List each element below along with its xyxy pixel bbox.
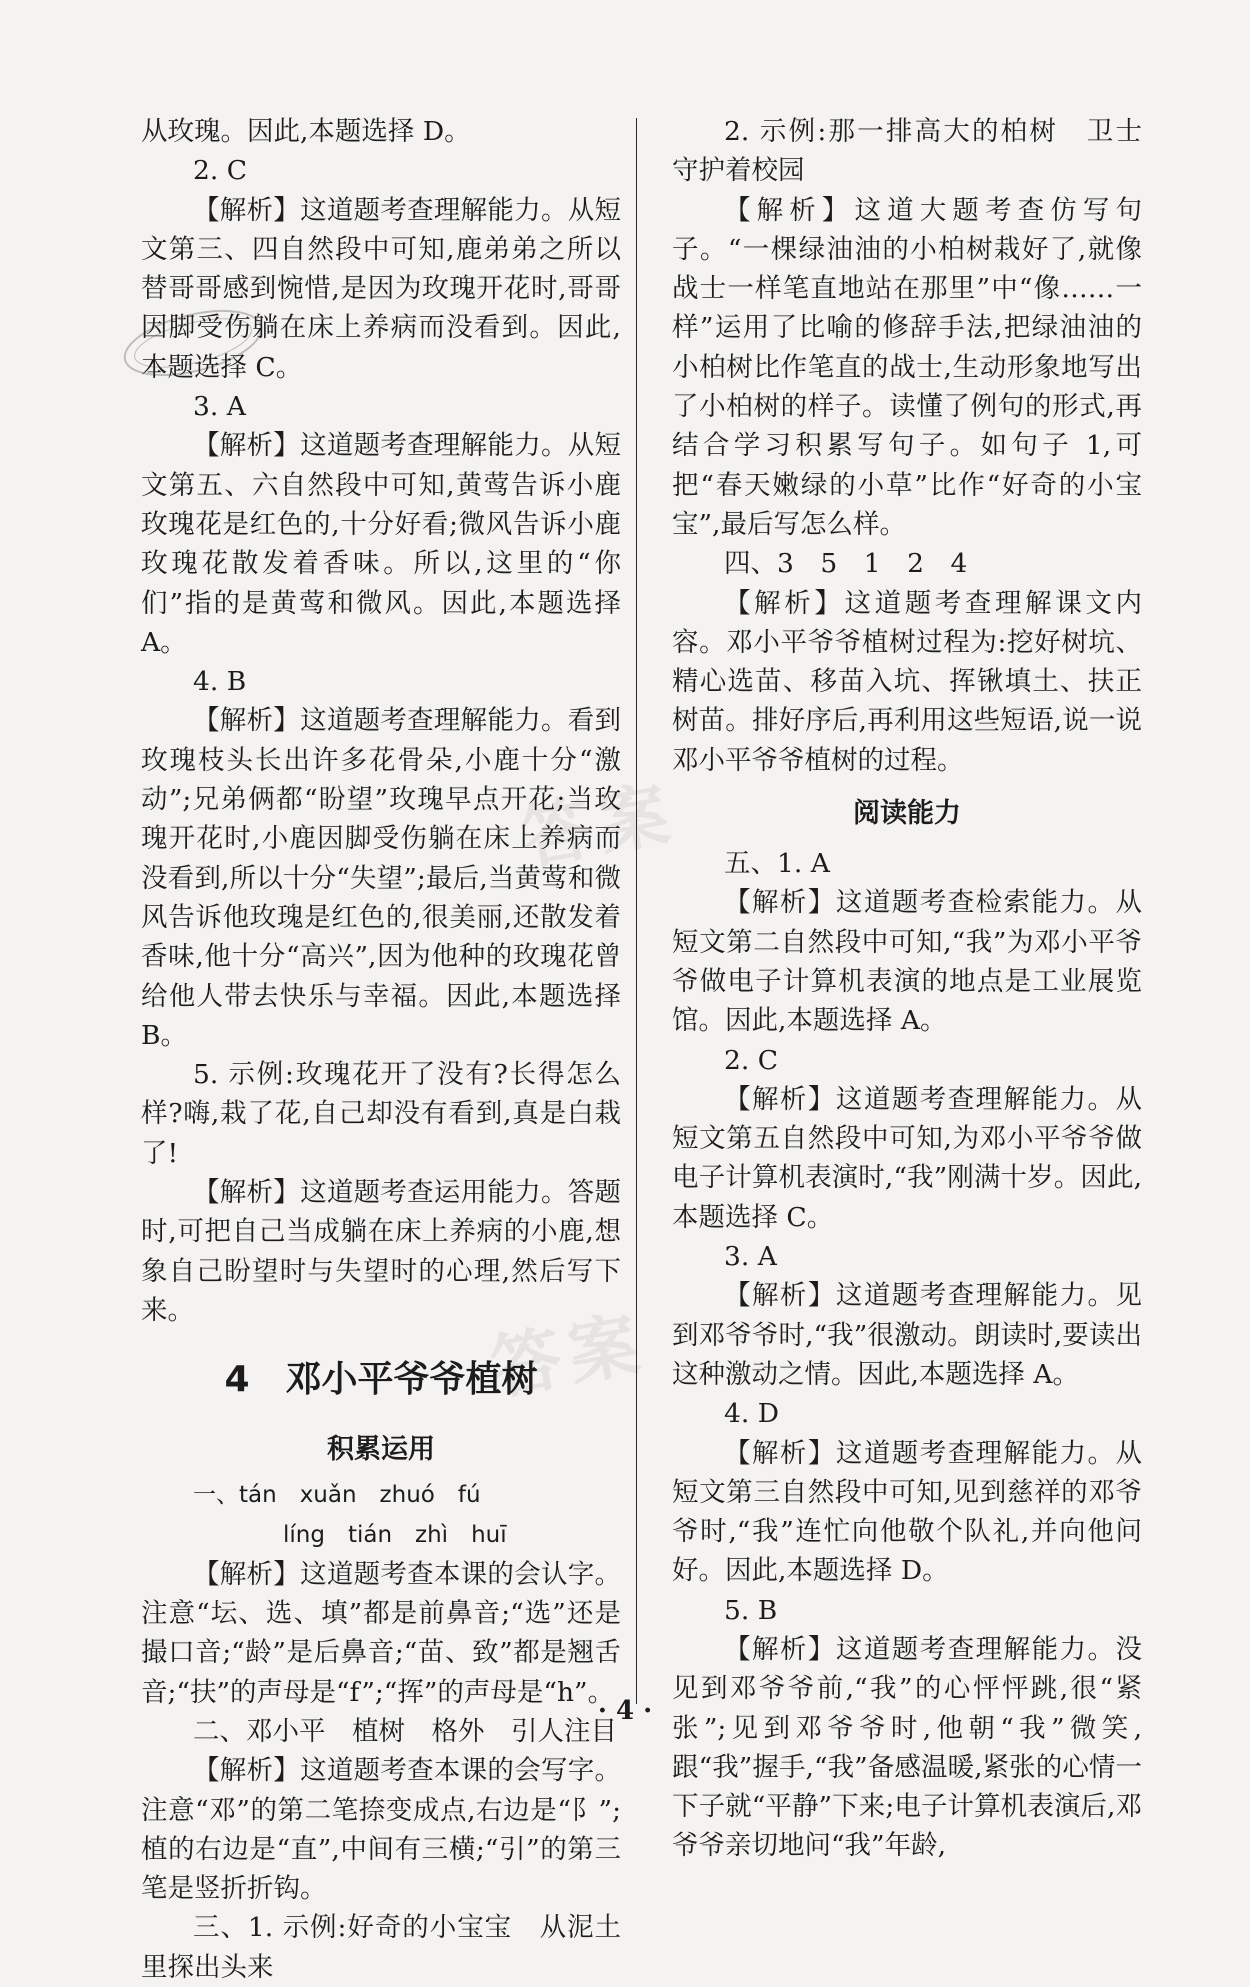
- paragraph: 【解析】这道题考查理解能力。从短文第三、四自然段中可知,鹿弟弟之所以替哥哥感到惋惜,是因为玫瑰开花时,哥哥因脚受伤躺在床上养病而没看到。因此,本题选择 C。: [141, 194, 621, 383]
- watermark-text: 答案: [485, 1301, 653, 1410]
- paragraph: 【解析】这道题考查检索能力。从短文第二自然段中可知,“我”为邓小平爷爷做电子计算机表演的地点是工业展览馆。因此,本题选择 A。: [672, 887, 1142, 1037]
- paragraph: 3. A: [724, 1241, 777, 1273]
- lesson-title: 4 邓小平爷爷植树: [224, 1359, 538, 1401]
- paragraph: 【解析】这道题考查本课的会认字。注意“坛、选、填”都是前鼻音;“选”还是撮口音;“龄”是后鼻音;“苗、致”都是翘舌音;“扶”的声母是“f”;“挥”的声母是“h”。: [141, 1558, 621, 1708]
- paragraph: 【解析】这道题考查理解能力。从短文第五、六自然段中可知,黄莺告诉小鹿玫瑰花是红色的,十分好看;微风告诉小鹿玫瑰花散发着香味。所以,这里的“你们”指的是黄莺和微风。因此,本题选择 A。: [141, 430, 621, 658]
- paragraph: 【解析】这道题考查理解课文内容。邓小平爷爷植树过程为:挖好树坑、精心选苗、移苗入坑、挥锹填土、扶正树苗。排好序后,再利用这些短语,说一说邓小平爷爷植树的过程。: [672, 587, 1142, 776]
- paragraph: 2. C: [193, 155, 247, 187]
- section-heading-accumulation: 积累运用: [327, 1434, 435, 1466]
- paragraph: 【解析】这道题考查理解能力。从短文第三自然段中可知,见到慈祥的邓爷爷时,“我”连忙向他敬个队礼,并向他问好。因此,本题选择 D。: [672, 1437, 1142, 1587]
- paragraph: 二、邓小平 植树 格外 引人注目: [193, 1715, 617, 1747]
- paragraph: 四、3 5 1 2 4: [724, 548, 968, 580]
- paragraph: 【解析】这道题考查理解能力。从短文第五自然段中可知,为邓小平爷爷做电子计算机表演时,“我”刚满十岁。因此,本题选择 C。: [672, 1083, 1142, 1233]
- paragraph: 三、1. 示例:好奇的小宝宝 从泥土里探出头来: [141, 1912, 621, 1983]
- paragraph: 4. B: [193, 666, 247, 698]
- paragraph: 【解析】这道题考查理解能力。没见到邓爷爷前,“我”的心怦怦跳,很“紧张”;见到邓爷爷时,他朝“我”微笑,跟“我”握手,“我”备感温暖,紧张的心情一下子就“平静”下来;电子计算机表演后,邓爷爷亲切地问“我”年龄,: [672, 1633, 1142, 1862]
- pinyin-line: 一、tán xuǎn zhuó fú: [193, 1482, 481, 1509]
- paragraph: 从玫瑰。因此,本题选择 D。: [141, 116, 471, 147]
- right-paragraphs: [672, 112, 1169, 780]
- pinyin-line: líng tián zhì huī: [283, 1521, 507, 1548]
- page-number: · 4 ·: [597, 1696, 653, 1726]
- right-column: [672, 112, 1169, 1866]
- paragraph: 5. 示例:玫瑰花开了没有?长得怎么样?嗨,栽了花,自己却没有看到,真是白栽了!: [141, 1059, 621, 1169]
- paragraph: 五、1. A: [724, 848, 830, 880]
- paragraph: 4. D: [724, 1398, 779, 1430]
- paragraph: 【解析】这道题考查运用能力。答题时,可把自己当成躺在床上养病的小鹿,想象自己盼望时与失望时的心理,然后写下来。: [141, 1177, 621, 1326]
- paragraph: 2. 示例:那一排高大的柏树 卫士 守护着校园: [672, 116, 1169, 187]
- paragraph: 【解析】这道题考查理解能力。见到邓爷爷时,“我”很激动。朗读时,要读出这种激动之情。因此,本题选择 A。: [672, 1280, 1142, 1390]
- column-divider: [636, 118, 637, 1704]
- watermark-text: 答案: [515, 771, 683, 880]
- paragraph: 5. B: [724, 1594, 778, 1626]
- paragraph: 3. A: [193, 391, 246, 423]
- paragraph: 【解析】这道大题考查仿写句子。“一棵绿油油的小柏树栽好了,就像战士一样笔直地站在那里”中“像……一样”运用了比喻的修辞手法,把绿油油的小柏树比作笔直的战士,生动形象地写出了小柏树的样子。读懂了例句的形式,再结合学习积累写句子。如句子 1,可把“春天嫩绿的小草”比作“好奇的小宝宝”,最后写怎么样。: [672, 194, 1142, 540]
- paragraph: 【解析】这道题考查本课的会写字。注意“邓”的第二笔捺变成点,右边是“阝”;植的右边是“直”,中间有三横;“引”的第三笔是竖折折钩。: [141, 1755, 621, 1905]
- left-paragraphs: [141, 112, 621, 1330]
- paragraph: 2. C: [724, 1044, 778, 1076]
- paragraph: 【解析】这道题考查理解能力。看到玫瑰枝头长出许多花骨朵,小鹿十分“激动”;兄弟俩都“盼望”玫瑰早点开花;当玫瑰开花时,小鹿因脚受伤躺在床上养病而没看到,所以十分“失望”;最后,当黄莺和微风告诉他玫瑰是红色的,很美丽,还散发着香味,他十分“高兴”,因为他种的玫瑰花曾给他人带去快乐与幸福。因此,本题选择 B。: [141, 705, 621, 1051]
- section-heading-reading: 阅读能力: [853, 798, 961, 830]
- left-paragraphs-2: [141, 1555, 621, 1987]
